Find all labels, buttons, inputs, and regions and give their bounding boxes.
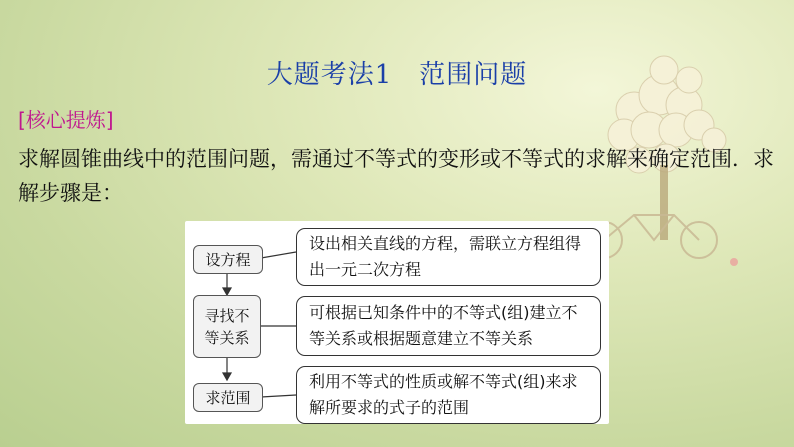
step-set-equation: 设方程 (193, 245, 263, 274)
step-find-inequality: 寻找不等关系 (193, 295, 261, 358)
step-find-range: 求范围 (193, 383, 263, 412)
step-set-equation-desc: 设出相关直线的方程，需联立方程组得出一元二次方程 (296, 228, 601, 286)
step-find-inequality-desc: 可根据已知条件中的不等式(组)建立不等关系或根据题意建立不等关系 (296, 296, 601, 356)
intro-paragraph: 求解圆锥曲线中的范围问题，需通过不等式的变形或不等式的求解来确定范围．求解步骤是： (18, 147, 774, 205)
slide-title: 大题考法1 范围问题 (266, 60, 528, 90)
step-find-range-desc: 利用不等式的性质或解不等式(组)来求解所要求的式子的范围 (296, 366, 601, 424)
section-tag: [核心提炼] (18, 108, 114, 132)
